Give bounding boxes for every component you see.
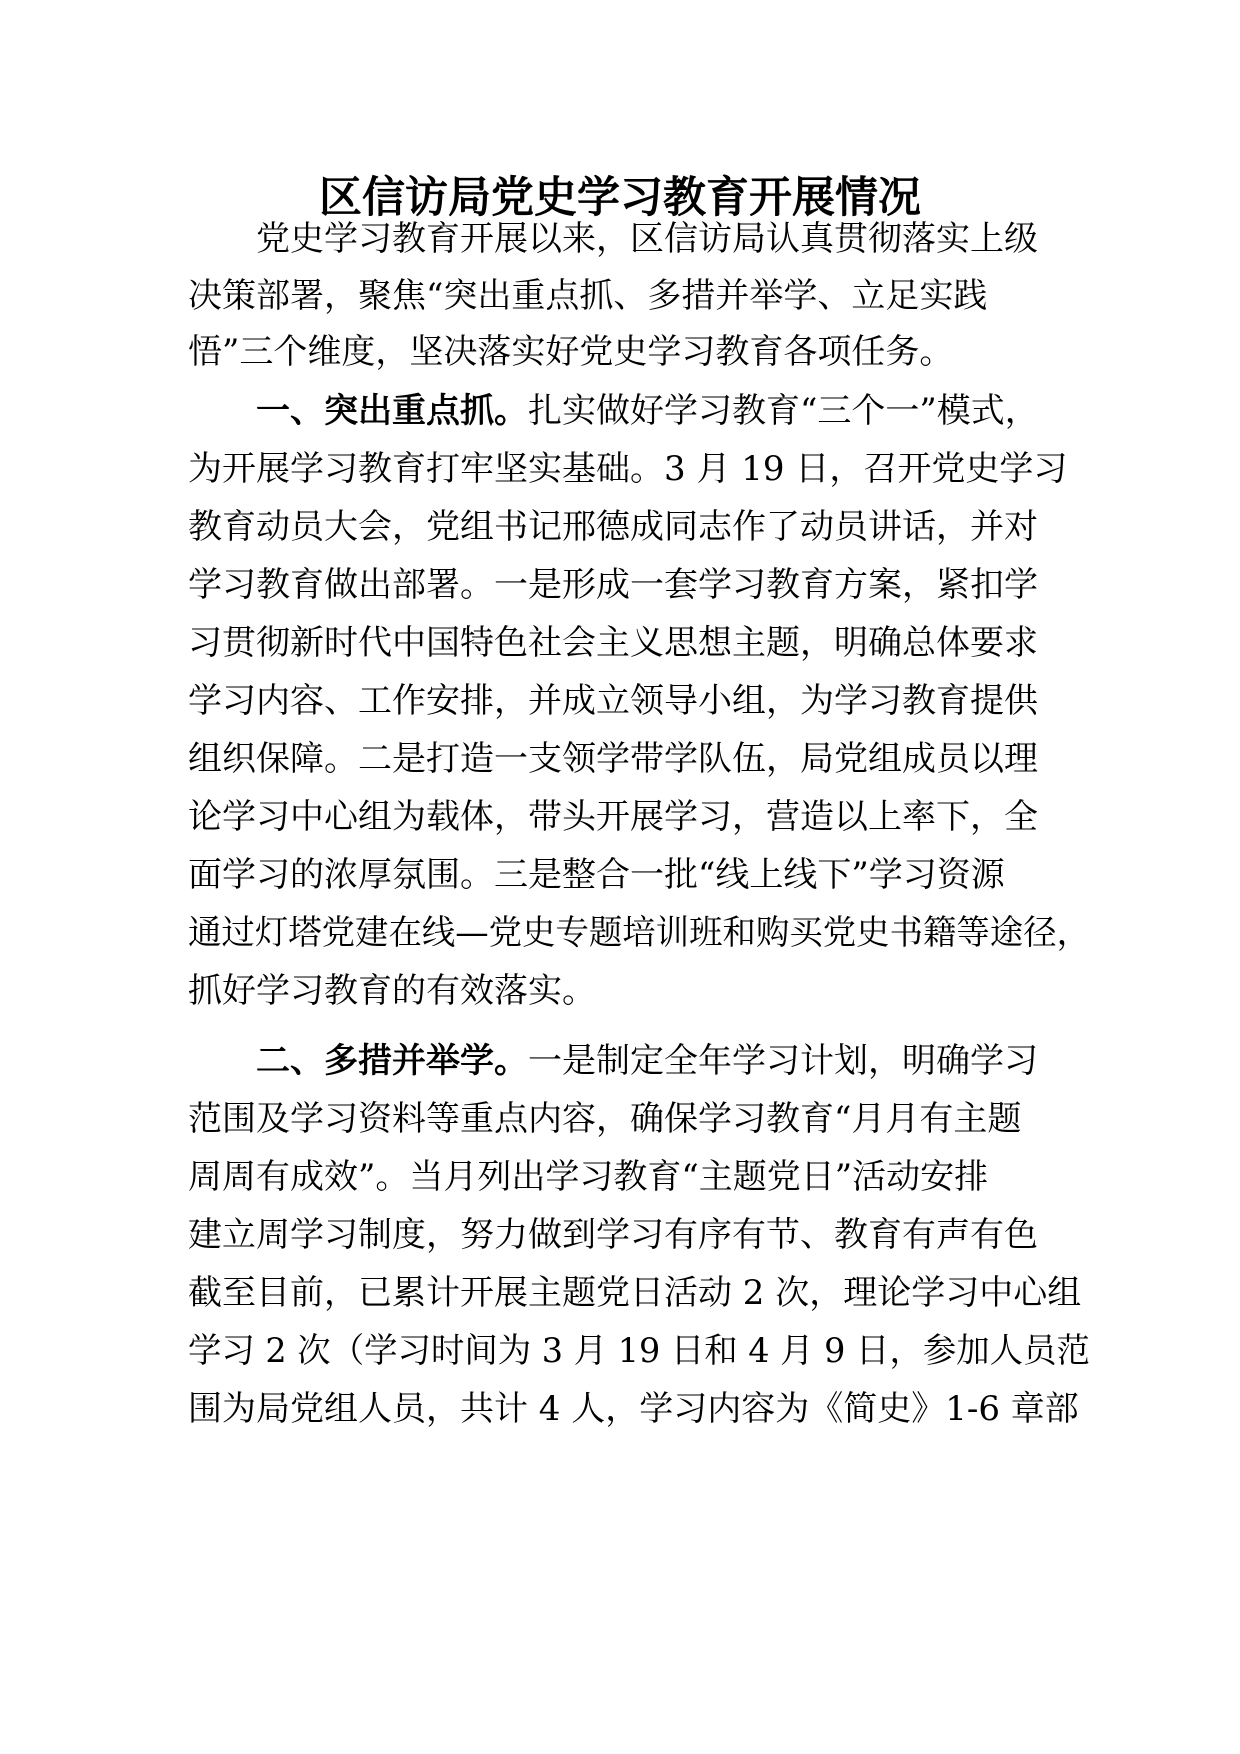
paragraph-line: 学习教育做出部署。一是形成一套学习教育方案，紧扣学 [188, 565, 1038, 605]
paragraph-line: 学习内容、工作安排，并成立领导小组，为学习教育提供 [188, 681, 1038, 721]
paragraph-line: 范围及学习资料等重点内容，确保学习教育“月月有主题 [188, 1099, 1022, 1139]
paragraph-line: 面学习的浓厚氛围。三是整合一批“线上线下”学习资源 [188, 855, 1005, 895]
paragraph-line: 学习 2 次（学习时间为 3 月 19 日和 4 月 9 日，参加人员范 [188, 1331, 1090, 1371]
section-2-lead-text: 一是制定全年学习计划，明确学习 [528, 1041, 1038, 1081]
paragraph-line: 建立周学习制度，努力做到学习有序有节、教育有声有色 [188, 1215, 1038, 1255]
paragraph-line: 周周有成效”。当月列出学习教育“主题党日”活动安排 [188, 1157, 989, 1197]
section-2-heading: 二、多措并举学。 [256, 1041, 528, 1081]
paragraph-line: 悟”三个维度，坚决落实好党史学习教育各项任务。 [188, 332, 954, 372]
paragraph-line: 论学习中心组为载体，带头开展学习，营造以上率下，全 [188, 797, 1038, 837]
paragraph-line: 为开展学习教育打牢坚实基础。3 月 19 日，召开党史学习 [188, 449, 1068, 489]
paragraph-line: 党史学习教育开展以来，区信访局认真贯彻落实上级 [256, 219, 1038, 259]
paragraph-line: 通过灯塔党建在线—党史专题培训班和购买党史书籍等途径， [188, 913, 1091, 953]
section-1-lead-text: 扎实做好学习教育“三个一”模式， [528, 391, 1039, 431]
paragraph-line: 组织保障。二是打造一支领学带学队伍，局党组成员以理 [188, 739, 1038, 779]
paragraph-line: 教育动员大会，党组书记邢德成同志作了动员讲话，并对 [188, 507, 1038, 547]
document-title: 区信访局党史学习教育开展情况 [319, 173, 921, 223]
section-1-first-line [256, 386, 1039, 436]
section-1-heading: 一、突出重点抓。 [256, 391, 528, 431]
section-2-first-line [256, 1036, 1038, 1086]
paragraph-line: 决策部署，聚焦“突出重点抓、多措并举学、立足实践 [188, 276, 988, 316]
paragraph-line: 抓好学习教育的有效落实。 [188, 971, 596, 1011]
paragraph-line: 截至目前，已累计开展主题党日活动 2 次，理论学习中心组 [188, 1273, 1082, 1313]
paragraph-line: 习贯彻新时代中国特色社会主义思想主题，明确总体要求 [188, 623, 1038, 663]
paragraph-line: 围为局党组人员，共计 4 人，学习内容为《简史》1-6 章部 [188, 1389, 1079, 1429]
